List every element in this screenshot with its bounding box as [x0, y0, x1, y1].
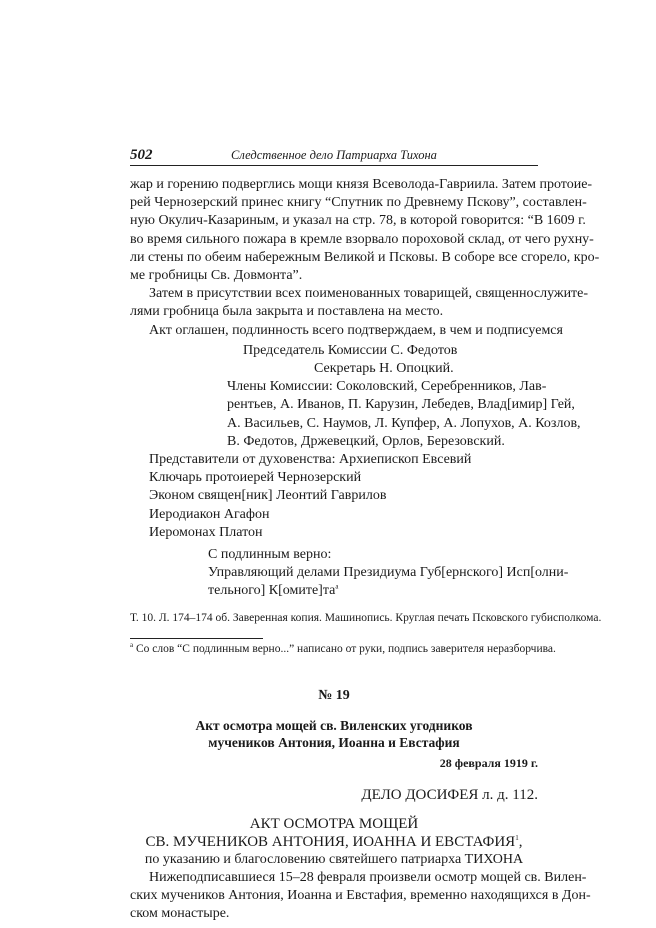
- archive-note: Т. 10. Л. 174–174 об. Заверенная копия. Машинопись. Круглая печать Псковского губисполкома.: [130, 611, 602, 624]
- footnote-mark: a: [130, 640, 134, 649]
- signature-block: [130, 342, 581, 601]
- text-line: ли стены по обеим набережным Великой и Псковы. В соборе все сгорело, кро-: [130, 249, 600, 265]
- signature-clergy-line: Эконом священ[ник] Леонтий Гаврилов: [149, 488, 387, 504]
- page-body: [130, 176, 602, 924]
- signature-clergy-line: Иеродиакон Агафон: [149, 506, 270, 522]
- text-line: ских мучеников Антония, Иоанна и Евстафия, временно находящихся в Дон-: [130, 888, 591, 904]
- text-line: ском монастыре.: [130, 906, 230, 922]
- text-line: рей Чернозерский принес книгу “Спутник по Древнему Пскову”, составлен-: [130, 195, 587, 211]
- certification-line: тельного] $К[омите]та^a$: [208, 582, 339, 599]
- page-number: 502: [130, 147, 153, 163]
- text-line: лями гробница была закрыта и поставлена на место.: [130, 304, 444, 320]
- text-line: ме гробницы Св. Довмонта”.: [130, 268, 303, 284]
- paragraph-closing: [130, 285, 589, 321]
- act-body-paragraph: [130, 869, 591, 924]
- signature-clergy-line: Иеромонах Платон: [149, 524, 263, 540]
- text-line: Затем в присутствии всех поименованных товарищей, священнослужите-: [149, 286, 589, 302]
- act-title-footnote-mark: 1: [515, 834, 519, 843]
- text-line: во время сильного пожара в кремле взорвало пороховой склад, от чего рухну-: [130, 231, 594, 247]
- footnote-marker: a: [335, 582, 339, 591]
- act-title-line-2: СВ. МУЧЕНИКОВ АНТОНИЯ, ИОАННА И ЕВСТАФИЯ$^1$,: [145, 834, 523, 851]
- paragraph-fire-report: [130, 176, 600, 285]
- signature-secretary: Секретарь Н. Опоцкий.: [314, 361, 454, 377]
- text-line: ную Окулич-Казариным, и указал на стр. 78, в которой говорится: “В 1609 г.: [130, 213, 586, 229]
- document-date: 28 февраля 1919 г.: [439, 755, 538, 770]
- certification-line: Управляющий делами Президиума Губ[ернского] Исп[олни-: [208, 565, 569, 581]
- act-title-line-1: АКТ ОСМОТРА МОЩЕЙ: [249, 816, 419, 833]
- file-reference: ДЕЛО ДОСИФЕЯ л. д. 112.: [361, 787, 538, 804]
- document-title-line: Акт осмотра мощей св. Виленских угодников: [195, 717, 473, 733]
- certification-line: С подлинным верно:: [208, 547, 332, 563]
- document-title: [130, 717, 538, 751]
- document-number: № 19: [318, 687, 350, 703]
- text-line: жар и горению подверглись мощи князя Всеволода-Гавриила. Затем протоие-: [130, 177, 593, 192]
- signature-clergy-line: Представители от духовенства: Архиепископ Евсевий: [149, 452, 472, 468]
- paragraph-attestation: Акт оглашен, подлинность всего подтверждаем, в чем и подписуемся: [149, 322, 563, 338]
- certification-block: [130, 546, 569, 601]
- footnote: $^a$ Со слов “С подлинным верно...” написано от руки, подпись заверителя неразборчива.: [130, 640, 556, 655]
- running-title: Следственное дело Патриарха Тихона: [231, 148, 437, 162]
- footnote-divider: [130, 638, 263, 639]
- signature-members-line: Члены Комиссии: Соколовский, Серебренников, Лав-: [227, 379, 547, 395]
- running-header: [130, 147, 538, 166]
- signature-chairman: Председатель Комиссии С. Федотов: [243, 342, 458, 358]
- document-title-line: мучеников Антония, Иоанна и Евстафия: [208, 734, 460, 750]
- signature-members-line: В. Федотов, Држевецкий, Орлов, Березовский.: [227, 433, 505, 449]
- signature-clergy-line: Ключарь протоиерей Чернозерский: [149, 470, 362, 486]
- signature-members-line: А. Васильев, С. Наумов, Л. Купфер, А. Лопухов, А. Козлов,: [227, 415, 581, 431]
- act-subtitle: по указанию и благословению святейшего патриарха ТИХОНА: [144, 852, 524, 868]
- signature-members-line: рентьев, А. Иванов, П. Карузин, Лебедев, Влад[имир] Гей,: [227, 397, 575, 413]
- text-line: Нижеподписавшиеся 15–28 февраля произвели осмотр мощей св. Вилен-: [149, 870, 587, 886]
